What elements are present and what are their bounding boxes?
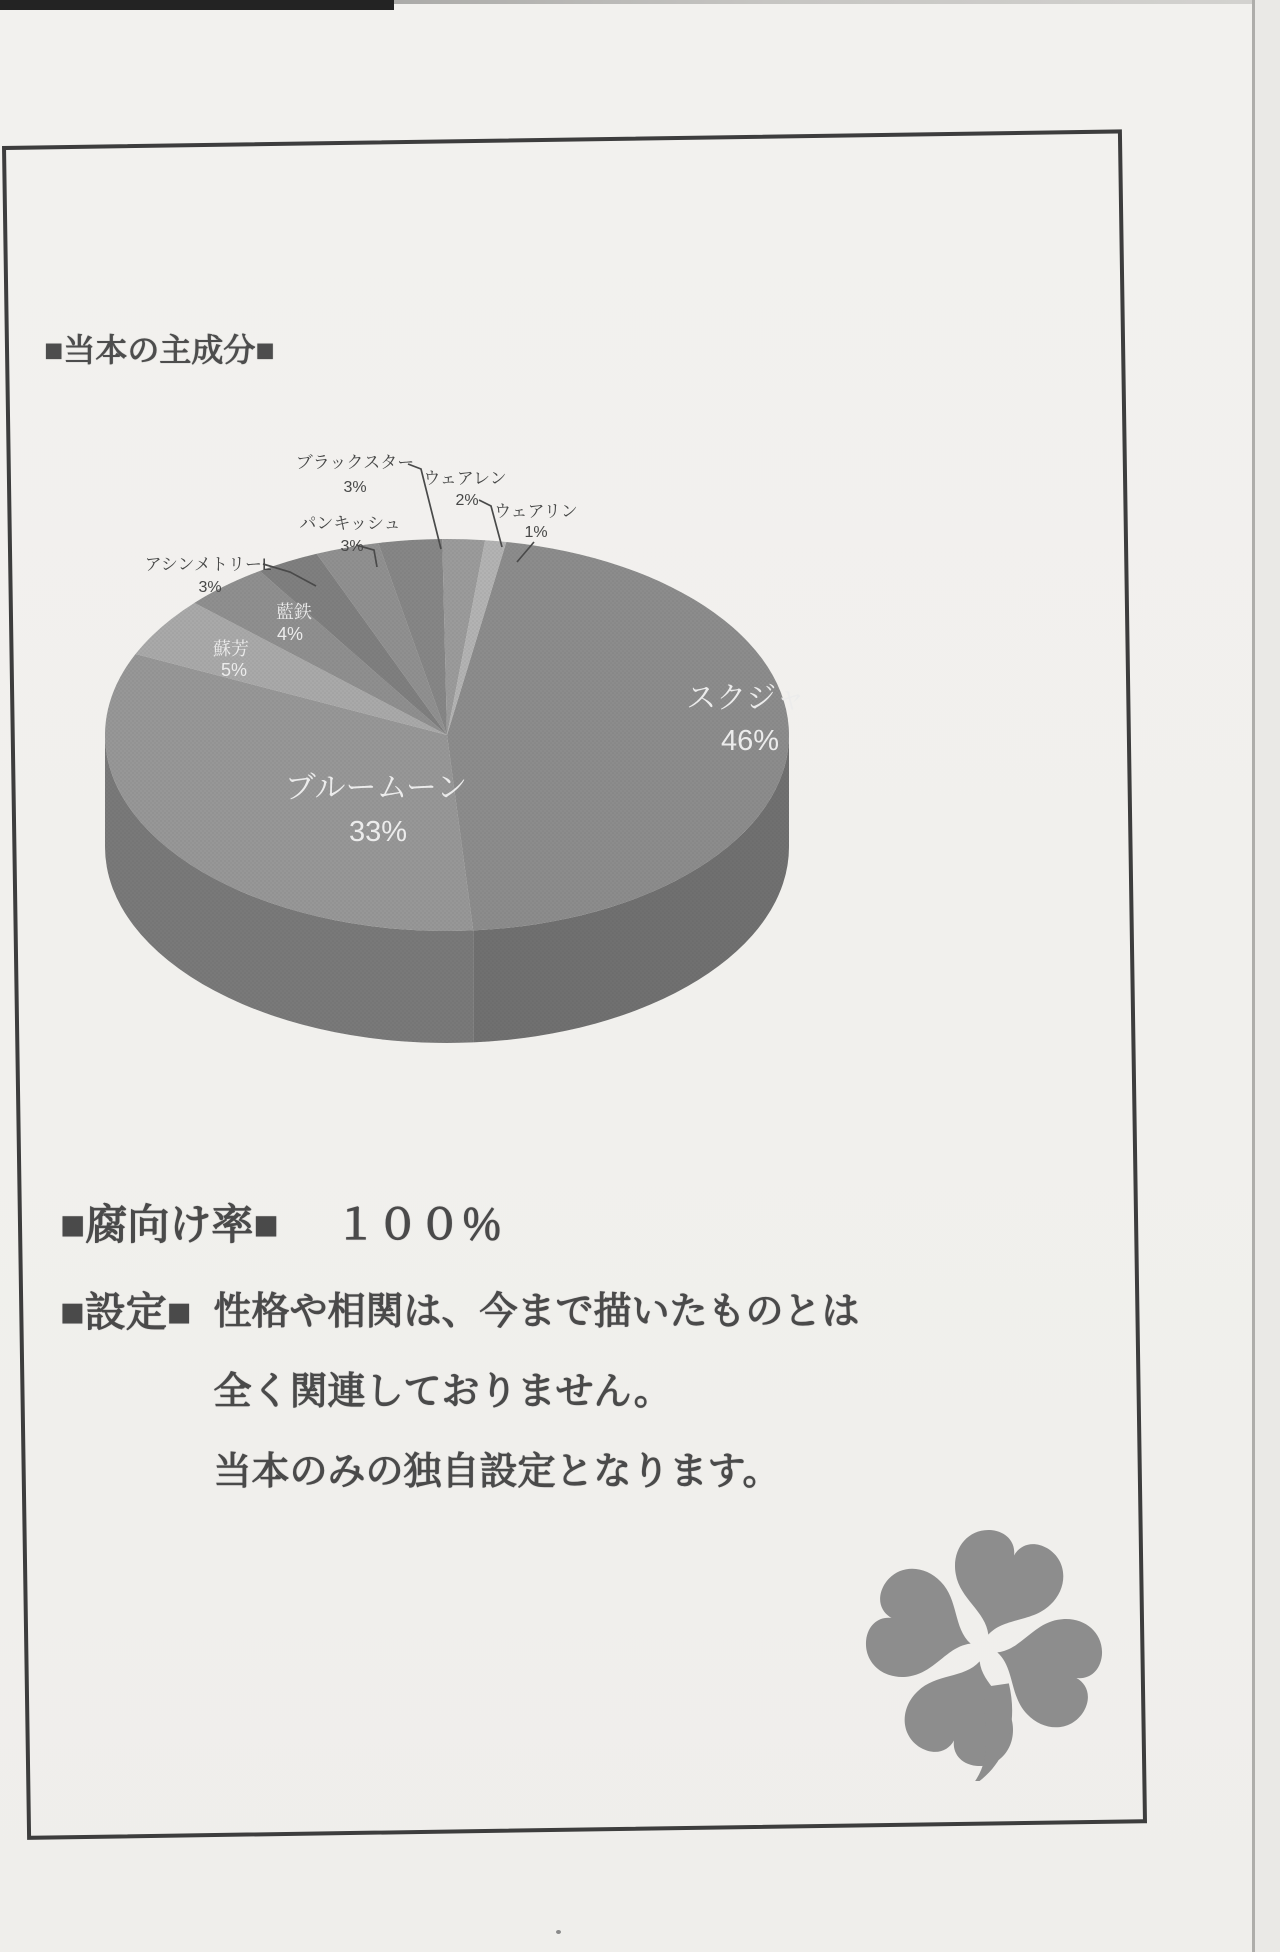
settings-lines xyxy=(214,1272,860,1512)
settings-line: 全く関連しておりません。 xyxy=(213,1371,672,1413)
settings-block xyxy=(60,1272,860,1512)
pie-label-name-8: ウェアリン xyxy=(494,502,578,521)
scan-speck xyxy=(556,1930,561,1934)
settings-line: 当本のみの独自設定となります。 xyxy=(213,1451,781,1493)
fu-rate-line xyxy=(60,1192,503,1252)
pie-label-name-1: ブルームーン xyxy=(284,770,468,805)
pie-label-pct-0: 46% xyxy=(720,725,780,757)
pie-label-name-3: 藍鉄 xyxy=(276,602,312,622)
pie-label-pct-2: 5% xyxy=(220,660,248,680)
pie-label-pct-7: 2% xyxy=(455,492,479,509)
settings-line: 性格や相関は、今まで描いたものとは xyxy=(213,1291,860,1333)
pie-label-name-7: ウェアレン xyxy=(423,469,507,488)
four-leaf-clover-icon xyxy=(862,1516,1107,1781)
pie-label-pct-3: 4% xyxy=(276,624,304,644)
fu-rate-label: ■腐向け率■ xyxy=(60,1201,279,1248)
fu-rate-value: １００％ xyxy=(334,1201,503,1248)
halftone-top xyxy=(105,539,789,931)
pie-label-pct-5: 3% xyxy=(340,538,364,555)
settings-label: ■設定■ xyxy=(60,1289,192,1335)
pie-label-name-2: 蘇芳 xyxy=(213,639,249,659)
pie-label-name-6: ブラックスター xyxy=(295,453,415,472)
pie-label-pct-6: 3% xyxy=(343,479,367,496)
pie-label-pct-8: 1% xyxy=(524,524,548,541)
pie-label-pct-4: 3% xyxy=(198,579,222,596)
pie-label-pct-1: 33% xyxy=(348,816,408,848)
pie-label-name-0: スクジャ xyxy=(686,682,806,715)
page-title: ■当本の主成分■ xyxy=(44,332,275,369)
pie-label-name-4: アシンメトリーL xyxy=(144,555,272,574)
pie-label-name-5: パンキッシュ xyxy=(299,514,401,533)
